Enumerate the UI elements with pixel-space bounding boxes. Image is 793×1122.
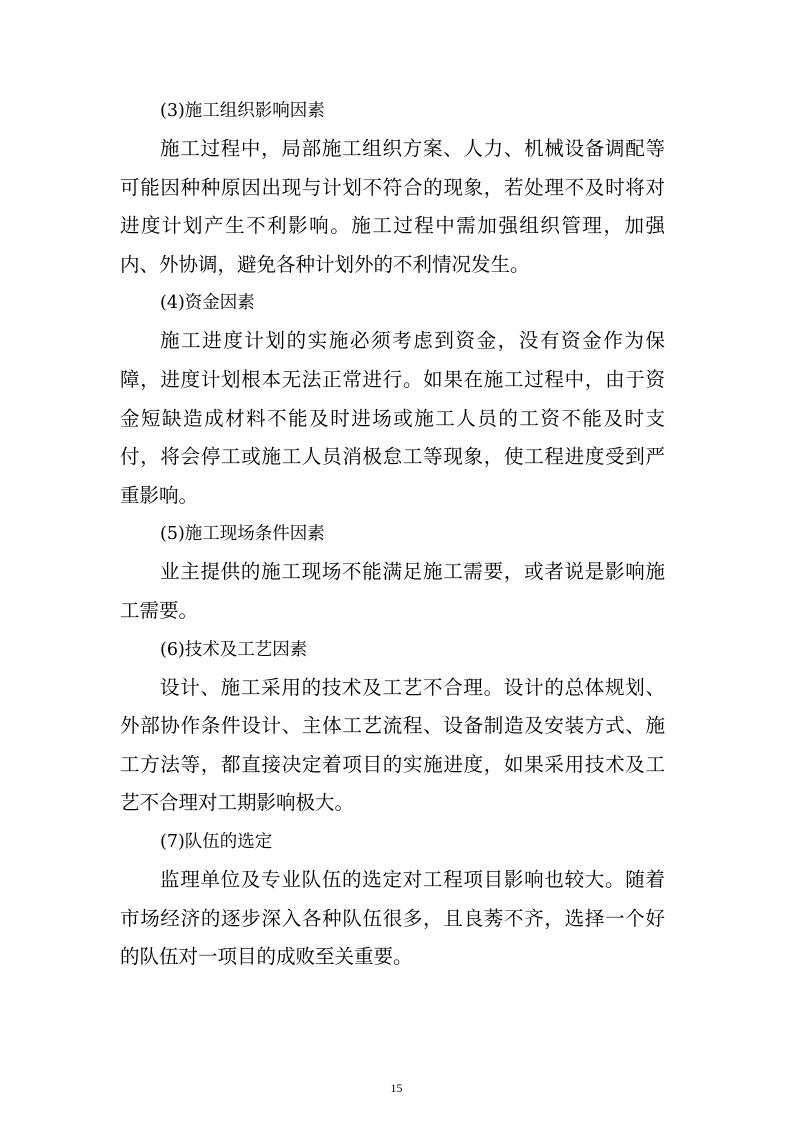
section-paragraph: 监理单位及专业队伍的选定对工程项目影响也较大。随着市场经济的逐步深入各种队伍很多，且良莠不齐，选择一个好的队伍对一项目的成败至关重要。 (120, 867, 665, 969)
section-paragraph: 施工过程中，局部施工组织方案、人力、机械设备调配等可能因种种原因出现与计划不符合的现象，若处理不及时将对进度计划产生不利影响。施工过程中需加强组织管理，加强内、外协调，避免各种计划外的不利情况发生。 (120, 137, 665, 276)
section-paragraph: 施工进度计划的实施必须考虑到资金，没有资金作为保障，进度计划根本无法正常进行。如果在施工过程中，由于资金短缺造成材料不能及时进场或施工人员的工资不能及时支付，将会停工或施工人员消极怠工等现象，使工程进度受到严重影响。 (120, 329, 665, 507)
section-technology-factors (120, 631, 665, 823)
section-paragraph: 设计、施工采用的技术及工艺不合理。设计的总体规划、外部协作条件设计、主体工艺流程、设备制造及安装方式、施工方法等，都直接决定着项目的实施进度，如果采用技术及工艺不合理对工期影响极大。 (120, 675, 665, 815)
section-heading: (5)施工现场条件因素 (160, 524, 325, 545)
section-heading: (3)施工组织影响因素 (160, 101, 325, 121)
page-number: 15 (390, 1081, 403, 1095)
page-content (120, 92, 665, 977)
section-team-selection (120, 823, 665, 977)
section-heading: (6)技术及工艺因素 (160, 639, 308, 660)
section-site-condition-factors (120, 515, 665, 630)
section-heading: (7)队伍的选定 (160, 831, 273, 852)
section-paragraph: 业主提供的施工现场不能满足施工需要，或者说是影响施工需要。 (120, 560, 665, 622)
section-organization-factors (120, 92, 665, 284)
section-funding-factors (120, 284, 665, 515)
section-heading: (4)资金因素 (160, 293, 255, 314)
